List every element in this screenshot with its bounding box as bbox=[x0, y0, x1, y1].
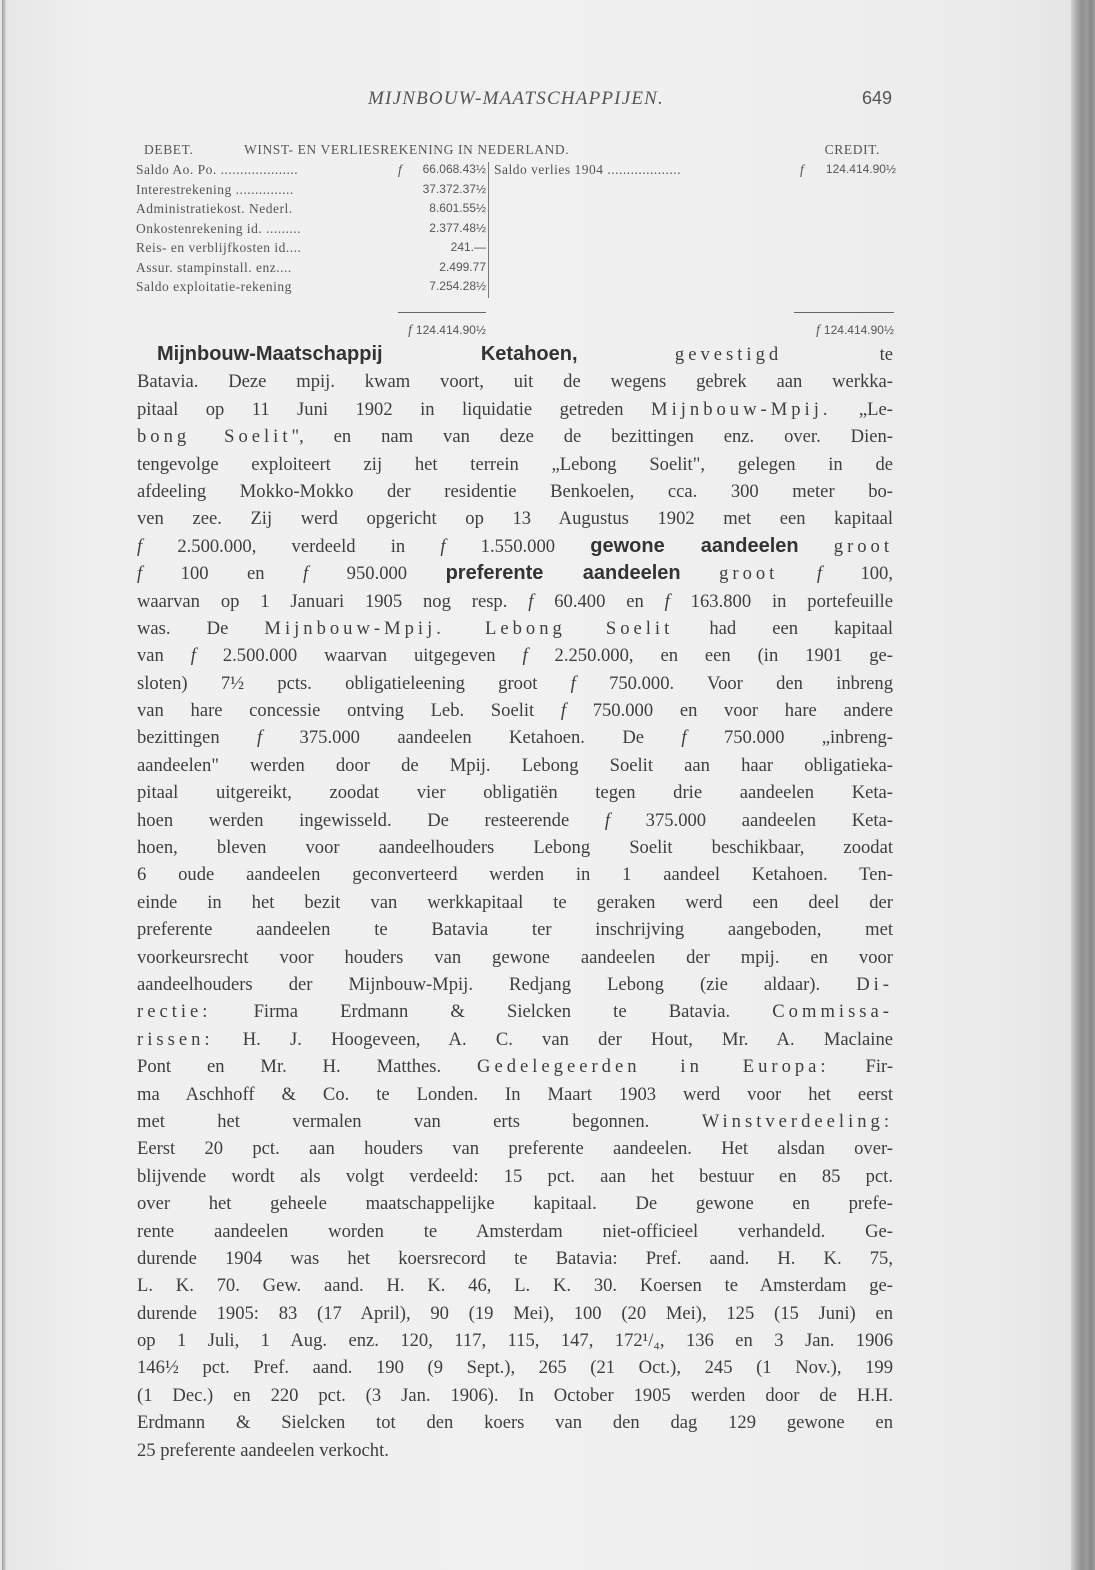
account-row-label: Interestrekening ............... bbox=[136, 181, 294, 197]
text-line bbox=[137, 642, 893, 669]
account-row bbox=[136, 180, 486, 200]
page-number: 649 bbox=[861, 88, 892, 108]
spaced-emphasis-text: gevestigd bbox=[674, 344, 783, 365]
debit-total-amount: 124.414.90½ bbox=[415, 323, 486, 337]
text-span: 1.550.000 bbox=[445, 535, 591, 557]
text-span bbox=[799, 536, 834, 557]
text-span: ven zee. Zij werd opgericht op 13 Augustus 1902 met een kapitaal bbox=[137, 508, 893, 530]
account-row-label: Onkostenrekening id. ......... bbox=[136, 220, 301, 236]
currency-symbol: f bbox=[408, 322, 412, 337]
credit-total-amount: 124.414.90½ bbox=[823, 323, 894, 337]
text-line bbox=[137, 533, 893, 560]
florin-symbol: f bbox=[137, 563, 143, 585]
text-line bbox=[137, 1163, 893, 1190]
account-row bbox=[494, 160, 896, 180]
text-line bbox=[137, 1135, 893, 1162]
text-span: van bbox=[137, 645, 191, 667]
text-span: H. J. Hoogeveen, A. C. van der Hout, Mr. A. Maclaine bbox=[213, 1028, 893, 1050]
spaced-emphasis-text: Mijnbouw-Mpij. bbox=[651, 398, 832, 420]
account-row-amount: 241.— bbox=[450, 240, 486, 254]
account-row bbox=[136, 258, 486, 278]
text-line bbox=[137, 368, 893, 395]
text-span: Erdmann & Sielcken tot den koers van den dag 129 gewone en bbox=[137, 1412, 893, 1434]
account-row-label: Assur. stampinstall. enz.... bbox=[136, 259, 292, 275]
text-span: 60.400 en bbox=[533, 590, 665, 612]
text-line bbox=[137, 752, 893, 779]
florin-symbol: f bbox=[604, 809, 611, 831]
account-row bbox=[136, 160, 486, 180]
text-span: Firma Erdmann & Sielcken te Batavia. bbox=[211, 1001, 773, 1023]
text-line bbox=[137, 451, 893, 478]
florin-symbol: f bbox=[190, 645, 196, 667]
account-row-amount: 66.068.43½ bbox=[422, 162, 486, 176]
credit-total bbox=[816, 322, 894, 338]
bold-heading-text: Mijnbouw-Maatschappij Ketahoen, bbox=[157, 343, 578, 365]
account-row-label: Saldo exploitatie-rekening bbox=[136, 279, 292, 294]
text-span: op 1 Juli, 1 Aug. enz. 120, 117, 115, 147, 172¹/₄, 136 en 3 Jan. 1906 bbox=[137, 1330, 893, 1352]
text-span: hoen, bleven voor aandeelhouders Lebong Soelit beschikbaar, zoodat bbox=[137, 837, 893, 859]
text-span: hoen werden ingewisseld. De resteerende bbox=[137, 809, 605, 831]
account-header bbox=[136, 142, 896, 160]
text-span: 950.000 bbox=[308, 563, 446, 585]
text-line bbox=[137, 916, 893, 943]
account-row-label: Saldo Ao. Po. .................... bbox=[136, 162, 299, 177]
debit-total bbox=[372, 322, 486, 338]
account-row-label: Administratiekost. Nederl. bbox=[136, 201, 293, 216]
text-line bbox=[137, 1081, 893, 1108]
spaced-emphasis-text: rissen: bbox=[137, 1028, 214, 1050]
florin-symbol: f bbox=[664, 590, 670, 612]
florin-symbol: f bbox=[522, 645, 528, 667]
florin-symbol: f bbox=[440, 535, 446, 557]
running-title: MIJNBOUW-MAATSCHAPPIJEN. bbox=[368, 88, 664, 109]
spaced-emphasis-text: rectie: bbox=[137, 1001, 212, 1023]
text-span: van hare concessie ontving Leb. Soelit bbox=[137, 700, 561, 722]
text-line bbox=[137, 1108, 893, 1135]
text-line bbox=[137, 779, 893, 806]
text-span: 2.250.000, en een (in 1901 ge- bbox=[527, 645, 893, 667]
text-line bbox=[137, 1053, 893, 1080]
text-span: einde in het bezit van werkkapitaal te geraken werd een deel der bbox=[137, 891, 893, 913]
text-span: durende 1905: 83 (17 April), 90 (19 Mei), 100 (20 Mei), 125 (15 Juni) en bbox=[137, 1302, 893, 1324]
florin-symbol: f bbox=[528, 590, 534, 612]
text-span: 2.500.000 waarvan uitgegeven bbox=[195, 645, 523, 667]
account-title: WINST- EN VERLIESREKENING IN NEDERLAND. bbox=[244, 142, 570, 157]
text-span bbox=[778, 563, 816, 584]
text-span: had een kapitaal bbox=[673, 617, 893, 639]
spaced-emphasis-text: Mijnbouw-Mpij. Lebong Soelit bbox=[264, 617, 674, 639]
profit-loss-account bbox=[136, 142, 896, 340]
spaced-emphasis-text: Commissa- bbox=[772, 1001, 893, 1023]
text-line bbox=[137, 478, 893, 505]
currency-symbol: f bbox=[800, 162, 805, 177]
text-line bbox=[137, 1437, 893, 1464]
running-head bbox=[136, 88, 896, 118]
text-span: pitaal uitgereikt, zoodat vier obligatiën tegen drie aandeelen Keta- bbox=[137, 782, 893, 804]
debit-total-rule bbox=[398, 312, 486, 313]
account-row-amount: 37.372.37½ bbox=[422, 181, 486, 196]
credit-column bbox=[494, 160, 896, 180]
spaced-emphasis-text: Winstverdeeling: bbox=[701, 1110, 893, 1132]
text-line bbox=[137, 1245, 893, 1272]
text-line bbox=[137, 1382, 893, 1409]
text-line bbox=[137, 396, 893, 423]
florin-symbol: f bbox=[570, 672, 576, 694]
florin-symbol: f bbox=[137, 535, 143, 557]
text-span: bezittingen bbox=[137, 727, 257, 749]
florin-symbol: f bbox=[560, 700, 567, 722]
text-span bbox=[578, 344, 675, 365]
text-span: 146½ pct. Pref. aand. 190 (9 Sept.), 265 (21 Oct.), 245 (1 Nov.), 199 bbox=[137, 1357, 893, 1379]
text-line bbox=[137, 615, 893, 642]
text-line bbox=[137, 834, 893, 861]
currency-symbol: f bbox=[816, 322, 820, 337]
text-span: ma Aschhoff & Co. te Londen. In Maart 1903 werd voor het eerst bbox=[137, 1083, 893, 1105]
text-span: durende 1904 was het koersrecord te Batavia: Pref. aand. H. K. 75, bbox=[137, 1247, 893, 1269]
text-span: sloten) 7½ pcts. obligatieleening groot bbox=[137, 672, 571, 694]
text-span: (1 Dec.) en 220 pct. (3 Jan. 1906). In October 1905 werden door de H.H. bbox=[137, 1384, 893, 1406]
page-left-edge bbox=[2, 0, 6, 1570]
article-body bbox=[137, 341, 893, 1464]
text-span: tengevolge exploiteert zij het terrein „Lebong Soelit", gelegen in de bbox=[137, 453, 893, 475]
text-line bbox=[137, 1409, 893, 1436]
text-span: L. K. 70. Gew. aand. H. K. 46, L. K. 30. Koersen te Amsterdam ge- bbox=[137, 1275, 893, 1297]
text-span: rente aandeelen worden te Amsterdam niet-officieel verhandeld. Ge- bbox=[137, 1220, 893, 1242]
account-row-amount: 2.499.77 bbox=[439, 259, 486, 274]
text-line bbox=[137, 560, 893, 587]
text-span: afdeeling Mokko-Mokko der residentie Benkoelen, cca. 300 meter bo- bbox=[137, 480, 893, 502]
text-span: waarvan op 1 Januari 1905 nog resp. bbox=[137, 590, 529, 612]
text-line bbox=[137, 971, 893, 998]
text-line bbox=[137, 807, 893, 834]
debet-label: DEBET. bbox=[144, 142, 194, 157]
text-line bbox=[137, 1218, 893, 1245]
account-columns bbox=[136, 160, 896, 300]
account-row-label: Saldo verlies 1904 ................... bbox=[494, 162, 681, 177]
text-span: 750.000 en voor hare andere bbox=[566, 700, 893, 722]
account-row-amount: 2.377.48½ bbox=[429, 220, 486, 235]
text-line bbox=[137, 724, 893, 751]
text-span: was. De bbox=[137, 617, 265, 639]
florin-symbol: f bbox=[303, 563, 309, 585]
text-span: ", en nam van deze de bezittingen enz. over. Dien- bbox=[291, 426, 893, 448]
text-span: Eerst 20 pct. aan houders van preferente aandeelen. Het alsdan over- bbox=[137, 1138, 893, 1160]
florin-symbol: f bbox=[681, 727, 687, 749]
text-span: 6 oude aandeelen geconverteerd werden in 1 aandeel Ketahoen. Ten- bbox=[137, 864, 893, 886]
account-row bbox=[136, 238, 486, 258]
text-span: „Le- bbox=[831, 398, 893, 420]
spaced-emphasis-text: Gedelegeerden in Europa: bbox=[477, 1056, 830, 1078]
account-row bbox=[136, 277, 486, 297]
account-row bbox=[136, 199, 486, 219]
page-binding-edge bbox=[1071, 0, 1095, 1570]
text-line bbox=[137, 341, 893, 368]
text-span: over het geheele maatschappelijke kapitaal. De gewone en prefe- bbox=[137, 1193, 893, 1215]
text-span: 100, bbox=[821, 563, 893, 585]
text-span: aandeelen" werden door de Mpij. Lebong Soelit aan haar obligatieka- bbox=[137, 754, 893, 776]
account-row-label: Reis- en verblijfkosten id.... bbox=[136, 240, 302, 255]
text-span: te bbox=[782, 344, 893, 365]
text-span: aandeelhouders der Mijnbouw-Mpij. Redjang Lebong (zie aldaar). bbox=[137, 973, 857, 995]
text-line bbox=[137, 505, 893, 532]
text-line bbox=[137, 1190, 893, 1217]
text-span: 163.800 in portefeuille bbox=[669, 590, 893, 612]
text-span: 375.000 aandeelen Keta- bbox=[610, 809, 893, 831]
text-line bbox=[137, 861, 893, 888]
account-row bbox=[136, 219, 486, 239]
spaced-emphasis-text: groot bbox=[719, 563, 779, 585]
text-span: Batavia. Deze mpij. kwam voort, uit de wegens gebrek aan werkka- bbox=[137, 371, 893, 393]
florin-symbol: f bbox=[257, 727, 263, 749]
text-line bbox=[137, 944, 893, 971]
spaced-emphasis-text: Di- bbox=[856, 973, 893, 995]
account-row-amount: 124.414.90½ bbox=[825, 162, 896, 176]
account-totals bbox=[136, 300, 896, 340]
text-span bbox=[681, 563, 719, 584]
account-row-amount: 8.601.55½ bbox=[429, 201, 486, 215]
text-span: 750.000. Voor den inbreng bbox=[575, 672, 893, 694]
credit-label: CREDIT. bbox=[824, 142, 880, 157]
text-span: met het vermalen van erts begonnen. bbox=[137, 1110, 702, 1132]
text-line bbox=[137, 670, 893, 697]
text-line bbox=[137, 697, 893, 724]
text-span: preferente aandeelen te Batavia ter inschrijving aangeboden, met bbox=[137, 919, 893, 941]
text-span: blijvende wordt als volgt verdeeld: 15 pct. aan het bestuur en 85 pct. bbox=[137, 1165, 893, 1187]
bold-heading-text: preferente aandeelen bbox=[445, 562, 681, 585]
text-line bbox=[137, 1300, 893, 1327]
text-line bbox=[137, 1026, 893, 1053]
text-span: 100 en bbox=[142, 563, 304, 585]
debit-column bbox=[136, 160, 486, 297]
text-span: pitaal op 11 Juni 1902 in liquidatie getreden bbox=[137, 398, 652, 420]
column-divider bbox=[488, 162, 489, 298]
text-span: 750.000 „inbreng- bbox=[686, 727, 893, 749]
currency-symbol: f bbox=[398, 162, 403, 177]
text-span: 25 preferente aandeelen verkocht. bbox=[137, 1439, 389, 1461]
bold-heading-text: gewone aandeelen bbox=[590, 534, 799, 557]
text-span: voorkeursrecht voor houders van gewone aandeelen der mpij. en voor bbox=[137, 946, 893, 968]
text-span: 2.500.000, verdeeld in bbox=[142, 535, 441, 557]
florin-symbol: f bbox=[816, 563, 822, 585]
text-line bbox=[137, 588, 893, 615]
text-span: Fir- bbox=[829, 1056, 893, 1078]
text-span: Pont en Mr. H. Matthes. bbox=[137, 1056, 478, 1078]
credit-total-rule bbox=[794, 312, 894, 313]
spaced-emphasis-text: bong Soelit bbox=[137, 426, 292, 448]
text-line bbox=[137, 1354, 893, 1381]
spaced-emphasis-text: groot bbox=[833, 535, 893, 557]
text-line bbox=[137, 998, 893, 1025]
text-line bbox=[137, 423, 893, 450]
text-span: 375.000 aandeelen Ketahoen. De bbox=[262, 727, 682, 749]
account-row-amount: 7.254.28½ bbox=[429, 279, 486, 293]
text-line bbox=[137, 889, 893, 916]
text-line bbox=[137, 1327, 893, 1354]
text-line bbox=[137, 1272, 893, 1299]
